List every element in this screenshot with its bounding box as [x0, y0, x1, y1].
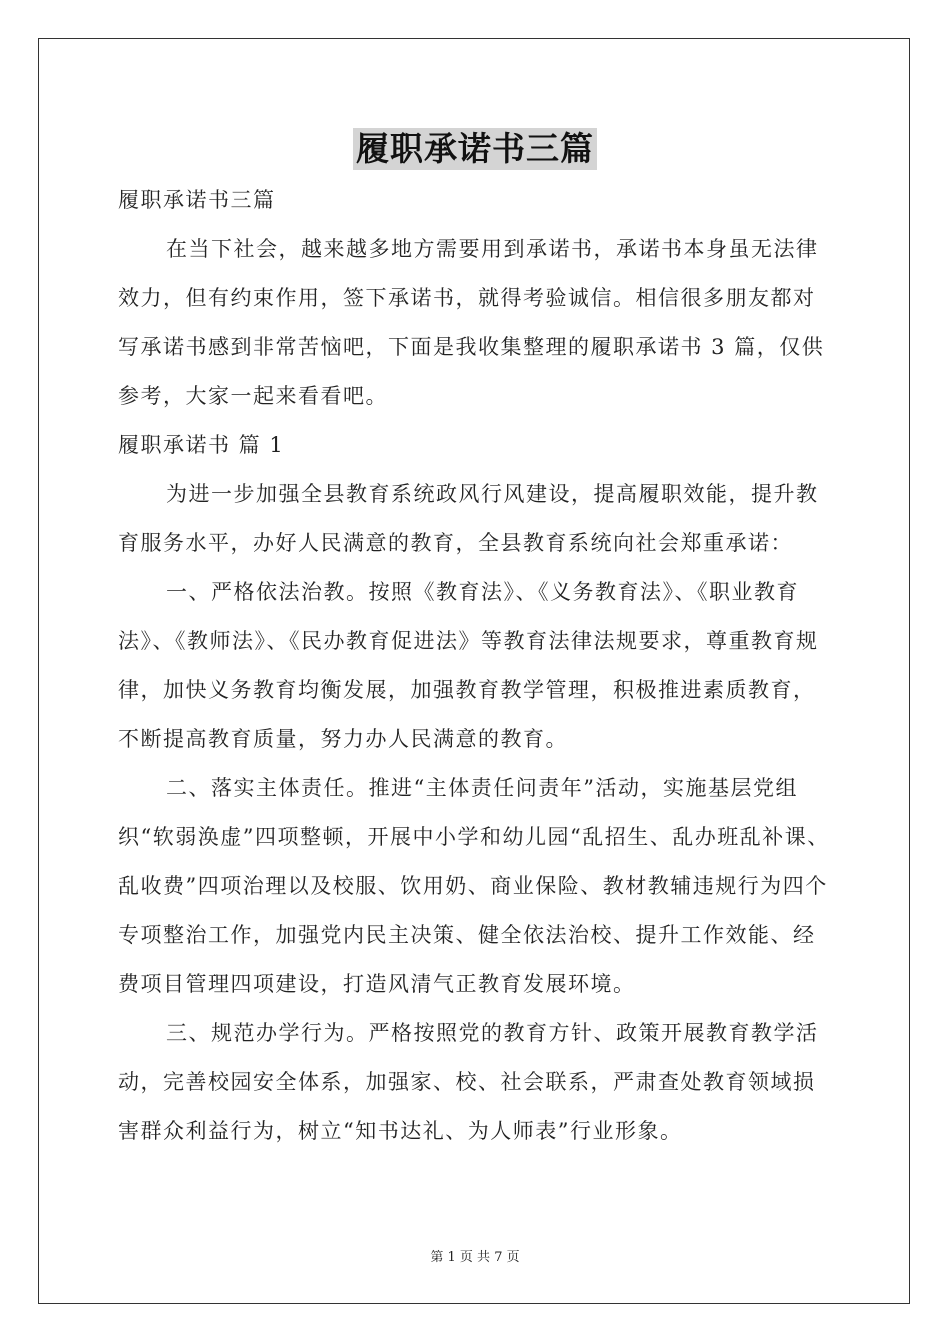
- page-footer: 第 1 页 共 7 页: [430, 1250, 520, 1265]
- section-heading: 履职承诺书 篇 1: [118, 433, 285, 457]
- document-title: 履职承诺书三篇: [353, 128, 597, 170]
- paragraph: 二、落实主体责任。推进“主体责任问责年”活动，实施基层党组织“软弱涣虚”四项整顿，开展中小学和幼儿园“乱招生、乱办班乱补课、乱收费”四项治理以及校服、饮用奶、商业保险、教材教辅违规行为四个专项整治工作，加强党内民主决策、健全依法治校、提升工作效能、经费项目管理四项建设，打造风清气正教育发展环境。: [118, 776, 830, 996]
- paragraph: 在当下社会，越来越多地方需要用到承诺书，承诺书本身虽无法律效力，但有约束作用，签下承诺书，就得考验诚信。相信很多朋友都对写承诺书感到非常苦恼吧，下面是我收集整理的履职承诺书 3 篇，仅供参考，大家一起来看看吧。: [118, 237, 825, 408]
- title-container: [0, 128, 950, 170]
- paragraph: 三、规范办学行为。严格按照党的教育方针、政策开展教育教学活动，完善校园安全体系，加强家、校、社会联系，严肃查处教育领域损害群众利益行为，树立“知书达礼、为人师表”行业形象。: [118, 1021, 819, 1143]
- paragraph: 一、严格依法治教。按照《教育法》、《义务教育法》、《职业教育法》、《教师法》、《民办教育促进法》等教育法律法规要求，尊重教育规律，加快义务教育均衡发展，加强教育教学管理，积极推进素质教育，不断提高教育质量，努力办人民满意的教育。: [118, 580, 819, 751]
- paragraph: 履职承诺书三篇: [118, 188, 276, 212]
- document-body: [118, 176, 834, 1156]
- paragraph: 为进一步加强全县教育系统政风行风建设，提高履职效能，提升教育服务水平，办好人民满意的教育，全县教育系统向社会郑重承诺：: [118, 482, 819, 555]
